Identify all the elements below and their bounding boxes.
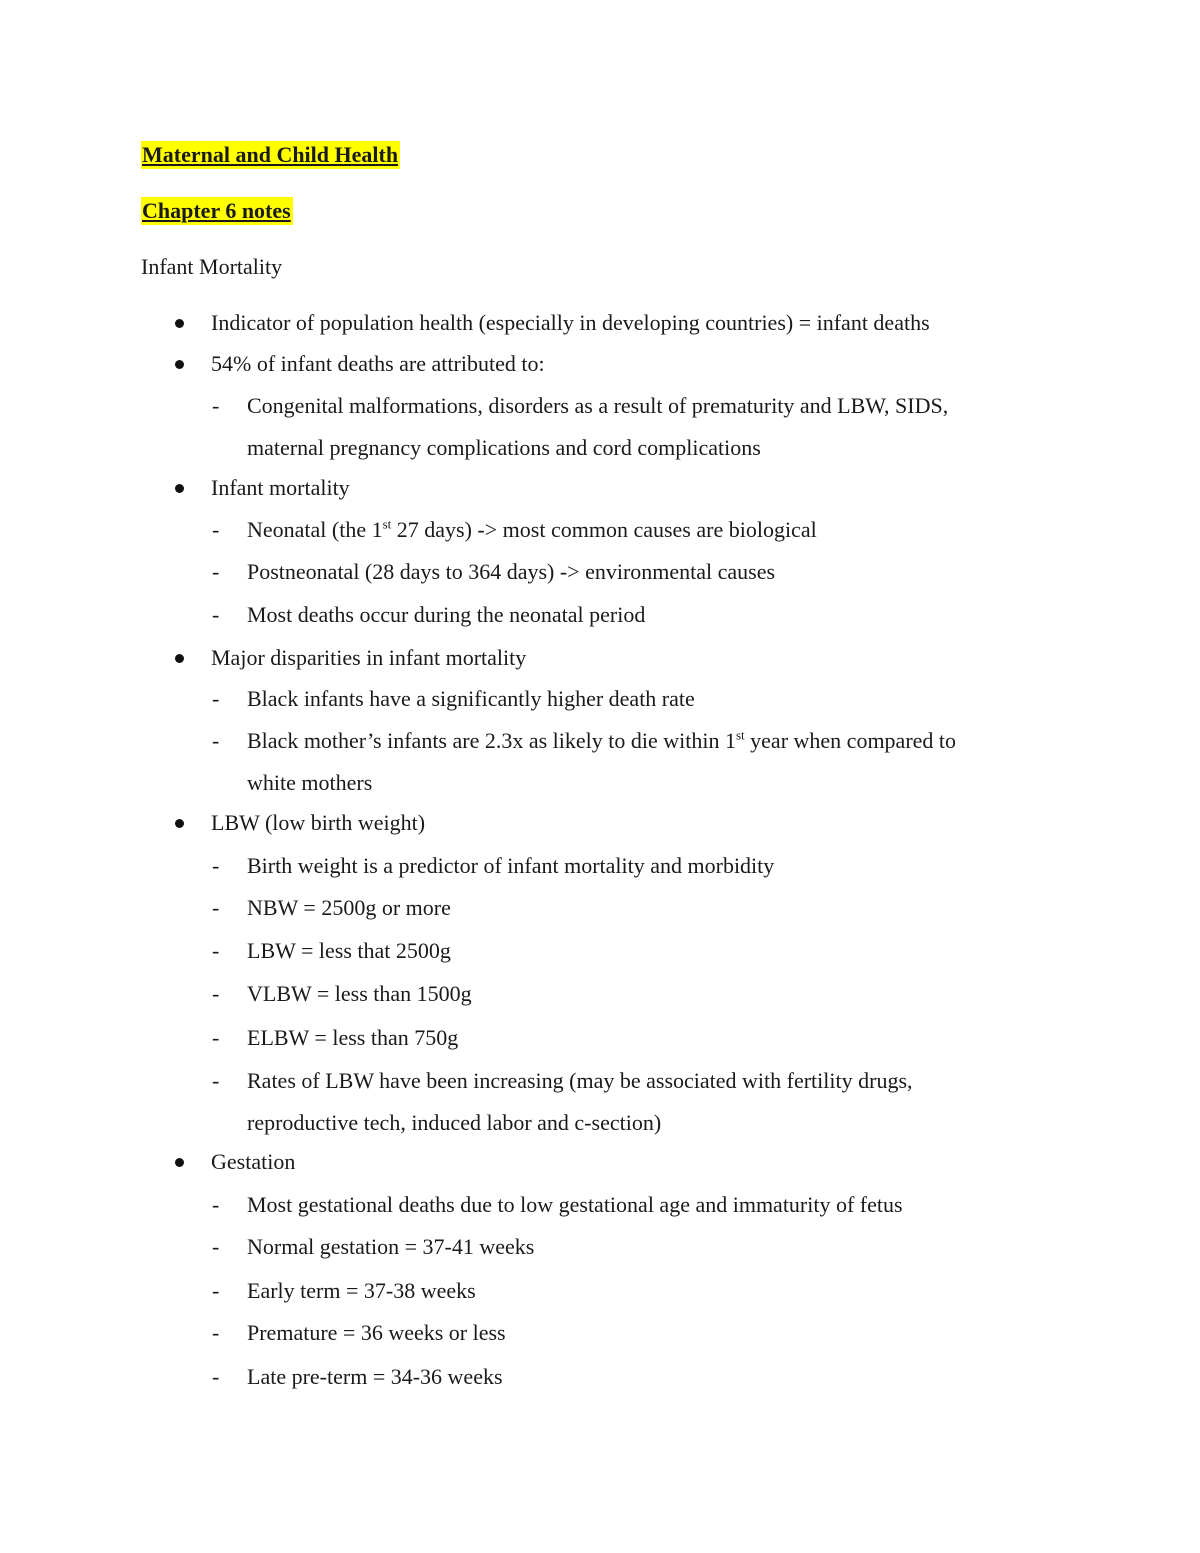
sub-item-text: Congenital malformations, disorders as a result of prematurity and LBW, SIDS, (247, 393, 949, 418)
dash-icon: - (212, 602, 220, 627)
bullet-icon (175, 484, 184, 493)
bullet-icon (175, 819, 184, 828)
ordinal-suffix: st (736, 727, 745, 743)
bullet-text: 54% of infant deaths are attributed to: (211, 351, 545, 376)
dash-icon: - (212, 559, 220, 584)
sub-item-text: ELBW = less than 750g (247, 1025, 459, 1050)
sub-item-text: Black infants have a significantly higher death rate (247, 686, 695, 711)
dash-icon: - (212, 393, 220, 418)
sub-item-text-part: year when compared to (744, 728, 957, 753)
dash-icon: - (212, 517, 220, 542)
bullet-icon (175, 319, 184, 328)
document-title (141, 141, 400, 169)
sub-item-text-part: Neonatal (the 1 (247, 517, 383, 542)
document-title-text: Maternal and Child Health (142, 142, 399, 167)
sub-item-text: Premature = 36 weeks or less (247, 1320, 506, 1345)
ordinal-suffix: st (382, 516, 392, 532)
dash-icon: - (212, 1278, 220, 1303)
bullet-text: Gestation (211, 1149, 296, 1174)
bullet-text: LBW (low birth weight) (211, 810, 426, 835)
sub-item-text (247, 727, 956, 755)
dash-icon: - (212, 1068, 220, 1093)
dash-icon: - (212, 1234, 220, 1259)
chapter-heading (141, 197, 293, 225)
sub-item-text-part: 27 days) -> most common causes are biological (391, 517, 817, 542)
dash-icon: - (212, 981, 220, 1006)
sub-item-text-continued: reproductive tech, induced labor and c-section) (247, 1110, 662, 1135)
dash-icon: - (212, 686, 220, 711)
dash-icon: - (212, 938, 220, 963)
sub-item-text-continued: maternal pregnancy complications and cord complications (247, 435, 761, 460)
sub-item-text: Most deaths occur during the neonatal period (247, 602, 646, 627)
sub-item-text: Rates of LBW have been increasing (may be associated with fertility drugs, (247, 1068, 913, 1093)
dash-icon: - (212, 728, 220, 753)
sub-item-text: Most gestational deaths due to low gestational age and immaturity of fetus (247, 1192, 903, 1217)
bullet-icon (175, 360, 184, 369)
sub-item-text: LBW = less that 2500g (247, 938, 451, 963)
sub-item-text-continued: white mothers (247, 770, 373, 795)
sub-item-text: Normal gestation = 37-41 weeks (247, 1234, 535, 1259)
sub-item-text: Late pre-term = 34-36 weeks (247, 1364, 503, 1389)
bullet-icon (175, 1158, 184, 1167)
dash-icon: - (212, 895, 220, 920)
sub-item-text (247, 516, 817, 544)
bullet-text: Indicator of population health (especially in developing countries) = infant deaths (211, 310, 930, 335)
sub-item-text: Birth weight is a predictor of infant mortality and morbidity (247, 853, 775, 878)
dash-icon: - (212, 1192, 220, 1217)
bullet-text: Major disparities in infant mortality (211, 645, 527, 670)
chapter-heading-text: Chapter 6 notes (142, 198, 291, 223)
dash-icon: - (212, 1025, 220, 1050)
sub-item-text: VLBW = less than 1500g (247, 981, 472, 1006)
sub-item-text: Postneonatal (28 days to 364 days) -> environmental causes (247, 559, 776, 584)
sub-item-text: Early term = 37-38 weeks (247, 1278, 476, 1303)
sub-item-text: NBW = 2500g or more (247, 895, 451, 920)
sub-item-text-part: Black mother’s infants are 2.3x as likely to die within 1 (247, 728, 736, 753)
dash-icon: - (212, 1320, 220, 1345)
section-heading: Infant Mortality (141, 254, 283, 279)
bullet-text: Infant mortality (211, 475, 350, 500)
dash-icon: - (212, 1364, 220, 1389)
bullet-icon (175, 654, 184, 663)
dash-icon: - (212, 853, 220, 878)
